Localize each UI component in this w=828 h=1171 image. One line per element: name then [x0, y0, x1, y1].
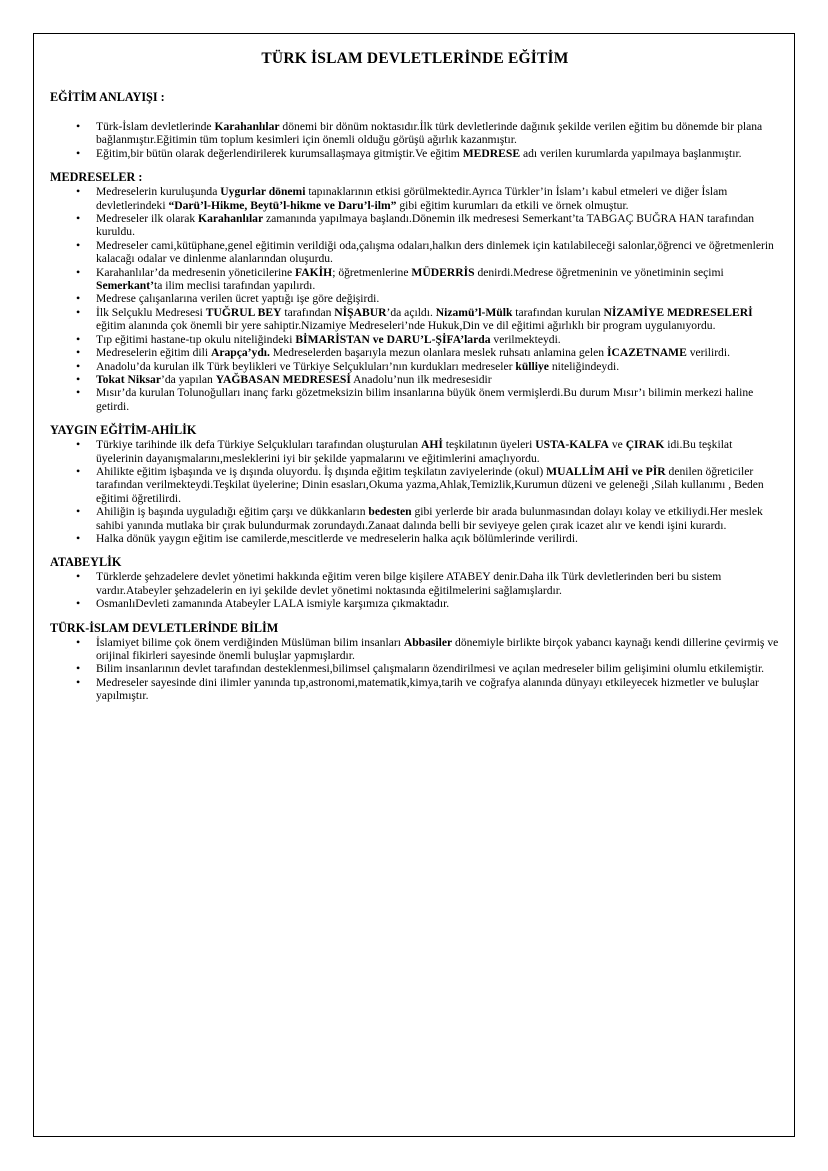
list-item — [50, 239, 780, 266]
bold-term: Nizamü’l-Mülk — [435, 305, 513, 319]
list-item — [50, 212, 780, 239]
text-run: İlk Selçuklu Medresesi — [96, 305, 206, 319]
list-item — [50, 532, 780, 545]
list-item — [50, 438, 780, 465]
text-run: tarafından — [281, 305, 335, 319]
list-item — [50, 292, 780, 305]
section-heading: TÜRK-İSLAM DEVLETLERİNDE BİLİM — [50, 620, 279, 635]
bold-term: USTA-KALFA — [535, 438, 609, 452]
section-heading: EĞİTİM ANLAYIŞI : — [50, 90, 165, 104]
list-item — [50, 505, 780, 532]
list-item — [50, 676, 780, 703]
text-run: Medreselerin eğitim dili — [96, 346, 211, 360]
list-item — [50, 333, 780, 346]
list-item — [50, 386, 780, 413]
list-item — [50, 147, 780, 160]
text-run: tarafından kurulan — [512, 305, 604, 319]
text-run: ’da yapılan — [160, 372, 216, 386]
section-egitim-anlayisi — [50, 90, 780, 160]
text-run: Medreseler cami,kütüphane,genel eğitimin verildiği oda,çalışma odaları,halkın ders dinlemek için katılabileceği salonlar,öğrenci ve öğretmenlerin kalacağı odalar ve dinlenme alanlarından oluşurdu. — [96, 238, 774, 266]
bold-term: “Darü’l-Hikme, Beytü’l-hikme ve Daru’l-ilm” — [168, 198, 397, 212]
text-run: eğitim alanında çok önemli bir yere sahiptir.Nizamiye Medreseleri’nde Hukuk,Din ve dil eğitimi ağırlıklı bir program uygulanıyordu. — [96, 319, 716, 333]
bullet-list — [50, 570, 780, 610]
text-run: zamanında yapılmaya başlandı.Dönemin ilk medresesi Semerkant’ta TABGAÇ BUĞRA HAN tarafından kuruldu. — [96, 212, 755, 239]
list-item — [50, 120, 780, 147]
list-item — [50, 185, 780, 212]
bold-term: Arapça’ydı. — [210, 346, 270, 360]
bold-term: Semerkant’ — [96, 279, 154, 293]
text-run: Medreselerin kuruluşunda — [96, 185, 221, 199]
text-run: Anadolu’da kurulan ilk Türk beylikleri ve Türkiye Selçukluları’nın kurdukları medreseler — [96, 359, 516, 373]
text-run: Ahiliğin iş başında uyguladığı eğitim çarşı ve dükkanların — [96, 505, 369, 519]
section-yaygin-egitim-ahilik — [50, 423, 780, 545]
list-item — [50, 662, 780, 675]
bold-term: İCAZETNAME — [606, 346, 687, 360]
bold-term: MUALLİM AHİ ve PİR — [546, 464, 666, 478]
text-run: Mısır’da kurulan Tolunoğulları inanç farkı gözetmeksizin bilim insanlarına büyük önem vermişlerdi.Bu durum Mısır’ı bilimin merkezi haline getirdi. — [96, 386, 754, 413]
bold-term: külliye — [515, 359, 549, 373]
bold-term: ÇIRAK — [625, 438, 665, 452]
text-run: idi.Bu teşkilat üyelerinin dayanışmalarını,mesleklerini iyi bir şekilde yapmalarını ve eğitimlerini amaçlıyordu. — [96, 438, 733, 465]
text-run: Medreselerden başarıyla mezun olanlara meslek ruhsatı anlamina gelen — [269, 346, 607, 360]
text-run: ta ilim meclisi tarafından yapılırdı. — [153, 279, 316, 293]
bold-term: Karahanlılar — [214, 120, 280, 133]
text-run: İslamiyet bilime çok önem verdiğinden Müslüman bilim insanları — [96, 635, 404, 649]
list-item — [50, 306, 780, 333]
list-item — [50, 346, 780, 359]
text-run: OsmanlıDevleti zamanında Atabeyler LALA ismiyle karşımıza çıkmaktadır. — [96, 597, 450, 611]
text-run: verilirdi. — [686, 346, 730, 360]
section-heading: ATABEYLİK — [50, 555, 122, 570]
bold-term: NİZAMİYE MEDRESELERİ — [603, 305, 753, 319]
bold-term: FAKİH — [295, 265, 333, 279]
bold-term: bedesten — [368, 505, 412, 519]
text-run: ’da açıldı. — [386, 305, 436, 319]
text-run: Anadolu’nun ilk medresesidir — [350, 372, 492, 386]
text-run: dönemi bir dönüm noktasıdır.İlk türk devletlerinde dağınık şekilde verilen eğitim bu dönemde bir plana bağlanmıştır.Eğitimin tüm toplum kesimleri için önemli olduğu görüşü ağırlık kazanmıştır. — [96, 120, 763, 147]
text-run: Türk-İslam devletlerinde — [96, 120, 215, 133]
text-run: Medreseler ilk olarak — [96, 212, 199, 226]
bold-term: MÜDERRİS — [411, 265, 475, 279]
text-run: adı verilen kurumlarda yapılmaya başlanmıştır. — [520, 146, 742, 160]
list-item — [50, 570, 780, 597]
bold-term: YAĞBASAN MEDRESESİ — [215, 372, 351, 386]
text-run: ; öğretmenlerine — [332, 265, 412, 279]
bold-term: Abbasiler — [403, 635, 453, 649]
text-run: teşkilatının üyeleri — [442, 438, 536, 452]
text-run: Türklerde şehzadelere devlet yönetimi hakkında eğitim veren bilge kişilere ATABEY denir.Daha ilk Türk devletlerinden beri bu sistem vardır.Atabeyler şehzadelerin en iyi şekilde devlet yönetimi noktasında eğitilmelerini sağlamışlardır. — [96, 570, 722, 597]
list-item — [50, 597, 780, 610]
bullet-list — [50, 636, 780, 703]
text-run: Tıp eğitimi hastane-tıp okulu niteliğindeki — [96, 332, 296, 346]
text-run: tapınaklarının etkisi görülmektedir.Ayrıca Türkler’in İslam’ı kabul etmeleri ve diğer İslam devletlerindeki — [96, 185, 728, 212]
text-run: Bilim insanlarının devlet tarafından desteklenmesi,bilimsel çalışmaların özendirilmesi ve açılan medreseler bilim gelişimini olumlu etkilemiştir. — [96, 662, 765, 676]
section-turk-islam-bilim — [50, 621, 780, 703]
document-body — [50, 50, 780, 713]
bold-term: MEDRESE — [462, 146, 521, 160]
bold-term: AHİ — [420, 438, 443, 452]
list-item — [50, 360, 780, 373]
bold-term: Uygurlar dönemi — [220, 185, 306, 199]
list-item — [50, 266, 780, 293]
text-run: Türkiye tarihinde ilk defa Türkiye Selçukluları tarafından oluşturulan — [96, 438, 421, 452]
bullet-list — [50, 120, 780, 160]
text-run: denirdi.Medrese öğretmeninin ve yönetiminin seçimi — [474, 265, 724, 279]
text-run: Karahanlılar’da medresenin yöneticilerine — [96, 265, 296, 279]
bold-term: Tokat Niksar — [96, 372, 161, 386]
text-run: denilen öğreticiler tarafından verilmekteydi.Teşkilat üyelerine; Dinin esasları,Okuma yazma,Ahlak,Temizlik,Kurumun düzeni ve geleneği ,Silah kullanımı , Beden eğitimi öğretilirdi. — [96, 464, 764, 505]
text-run: Halka dönük yaygın eğitim ise camilerde,mescitlerde ve medreselerin halka açık bölümlerinde verilirdi. — [96, 531, 578, 545]
list-item — [50, 636, 780, 663]
text-run: dönemiyle birlikte birçok yabancı kaynağı kendi dillerine çevirmiş ve orijinal fikirleri sayesinde önemli buluşlar yapmışlardır. — [96, 635, 779, 662]
bold-term: Karahanlılar — [198, 212, 264, 226]
text-run: verilmekteydi. — [490, 332, 561, 346]
section-atabeylik — [50, 555, 780, 610]
text-run: Ahilikte eğitim işbaşında ve iş dışında oluyordu. İş dışında eğitim teşkilatın zaviyelerinde (okul) — [96, 464, 547, 478]
section-heading: MEDRESELER : — [50, 170, 143, 185]
document-title: TÜRK İSLAM DEVLETLERİNDE EĞİTİM — [261, 50, 569, 67]
text-run: ve — [608, 438, 626, 452]
text-run: Medreseler sayesinde dini ilimler yanında tıp,astronomi,matematik,kimya,tarih ve coğrafya alanında dünyayı etkileyecek hizmetler ve buluşlar yapılmıştır. — [96, 675, 759, 703]
bullet-list — [50, 185, 780, 413]
text-run: Medrese çalışanlarına verilen ücret yaptığı işe göre değişirdi. — [96, 292, 380, 306]
bullet-list — [50, 438, 780, 545]
text-run: niteliğindeydi. — [548, 359, 620, 373]
text-run: gibi eğitim kurumları da etkili ve örnek olmuştur. — [396, 198, 629, 212]
section-heading: YAYGIN EĞİTİM-AHİLİK — [50, 423, 197, 438]
list-item — [50, 465, 780, 505]
section-medreseler — [50, 170, 780, 413]
bold-term: TUĞRUL BEY — [205, 305, 282, 319]
text-run: gibi yerlerde bir arada bulunmasından dolayı kolay ve etkiliydi.Her meslek sahibi yanında mutlaka bir çırak bulundurmak zorundaydı.Zanaat dalında belli bir seviyeye gelen çırak icazet alır ve kendi işini kurardı. — [96, 505, 763, 532]
bold-term: BİMARİSTAN ve DARU’L-ŞİFA’larda — [295, 332, 491, 346]
list-item — [50, 373, 780, 386]
text-run: Eğitim,bir bütün olarak değerlendirilerek kurumsallaşmaya gitmiştir.Ve eğitim — [96, 146, 463, 160]
bold-term: NİŞABUR — [334, 305, 387, 319]
